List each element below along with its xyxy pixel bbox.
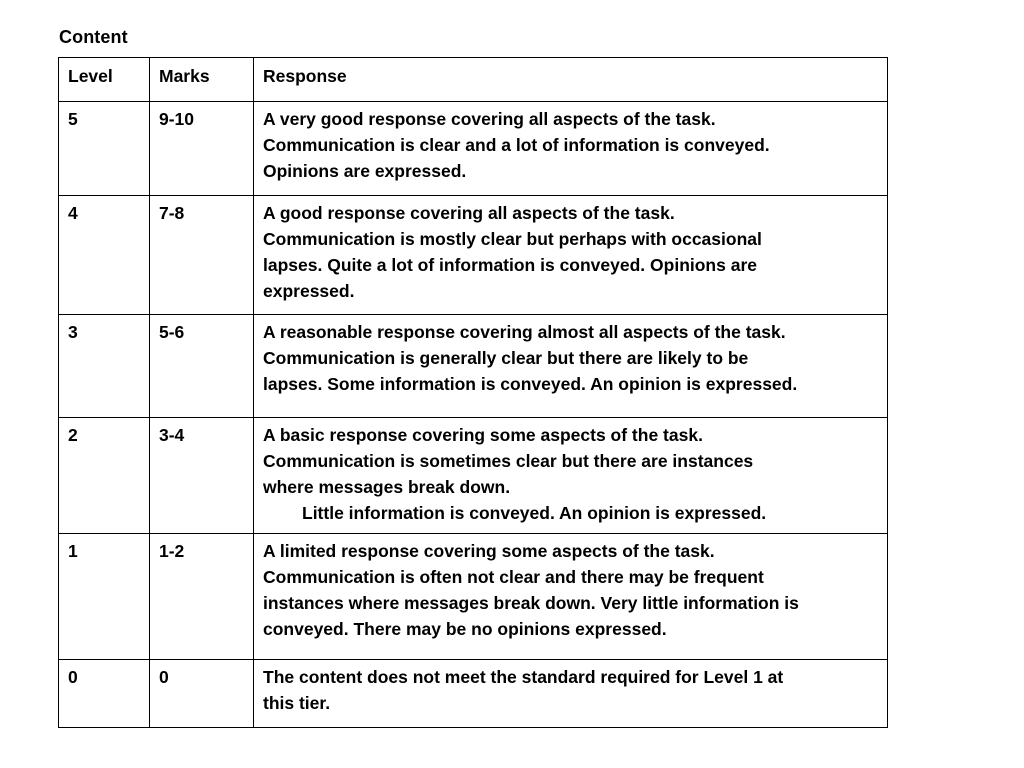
- response-line: The content does not meet the standard required for Level 1 at: [263, 667, 784, 687]
- table-row: [59, 534, 888, 660]
- marks-cell: 1-2: [150, 534, 254, 660]
- table-row: [59, 315, 888, 418]
- section-heading: Content: [59, 27, 128, 47]
- response-line: expressed.: [263, 281, 355, 301]
- table-header-row: [59, 58, 888, 102]
- column-header-level: Level: [59, 58, 150, 102]
- column-header-response: Response: [254, 58, 888, 102]
- table-row: [59, 418, 888, 534]
- response-cell: [254, 534, 888, 660]
- marks-cell: 7-8: [150, 196, 254, 315]
- response-line: A reasonable response covering almost all aspects of the task.: [263, 322, 786, 342]
- response-line: where messages break down.: [263, 477, 511, 497]
- mark-scheme-table: [58, 57, 888, 728]
- response-line: Little information is conveyed. An opinion is expressed.: [302, 503, 767, 523]
- response-cell: [254, 196, 888, 315]
- table-row: [59, 660, 888, 728]
- marks-cell: 9-10: [150, 102, 254, 196]
- response-line: conveyed. There may be no opinions expressed.: [263, 619, 667, 639]
- response-line: instances where messages break down. Very little information is: [263, 593, 799, 613]
- response-line: Communication is sometimes clear but there are instances: [263, 451, 754, 471]
- level-cell: 3: [59, 315, 150, 418]
- response-line: Communication is often not clear and there may be frequent: [263, 567, 764, 587]
- response-line: lapses. Some information is conveyed. An opinion is expressed.: [263, 374, 798, 394]
- response-line: A very good response covering all aspects of the task.: [263, 109, 716, 129]
- table-row: [59, 102, 888, 196]
- response-line: Communication is mostly clear but perhaps with occasional: [263, 229, 762, 249]
- response-cell: [254, 660, 888, 728]
- response-line: Opinions are expressed.: [263, 161, 467, 181]
- level-cell: 5: [59, 102, 150, 196]
- marks-cell: 5-6: [150, 315, 254, 418]
- response-cell: [254, 418, 888, 534]
- response-line: A good response covering all aspects of the task.: [263, 203, 675, 223]
- marks-cell: 3-4: [150, 418, 254, 534]
- response-cell: [254, 102, 888, 196]
- table-row: [59, 196, 888, 315]
- response-cell: [254, 315, 888, 418]
- response-line: lapses. Quite a lot of information is conveyed. Opinions are: [263, 255, 757, 275]
- column-header-marks: Marks: [150, 58, 254, 102]
- response-line: A basic response covering some aspects of the task.: [263, 425, 703, 445]
- marks-cell: 0: [150, 660, 254, 728]
- response-line: A limited response covering some aspects of the task.: [263, 541, 715, 561]
- level-cell: 2: [59, 418, 150, 534]
- level-cell: 0: [59, 660, 150, 728]
- response-line: Communication is clear and a lot of information is conveyed.: [263, 135, 770, 155]
- response-line: this tier.: [263, 693, 331, 713]
- response-line: Communication is generally clear but there are likely to be: [263, 348, 749, 368]
- level-cell: 1: [59, 534, 150, 660]
- level-cell: 4: [59, 196, 150, 315]
